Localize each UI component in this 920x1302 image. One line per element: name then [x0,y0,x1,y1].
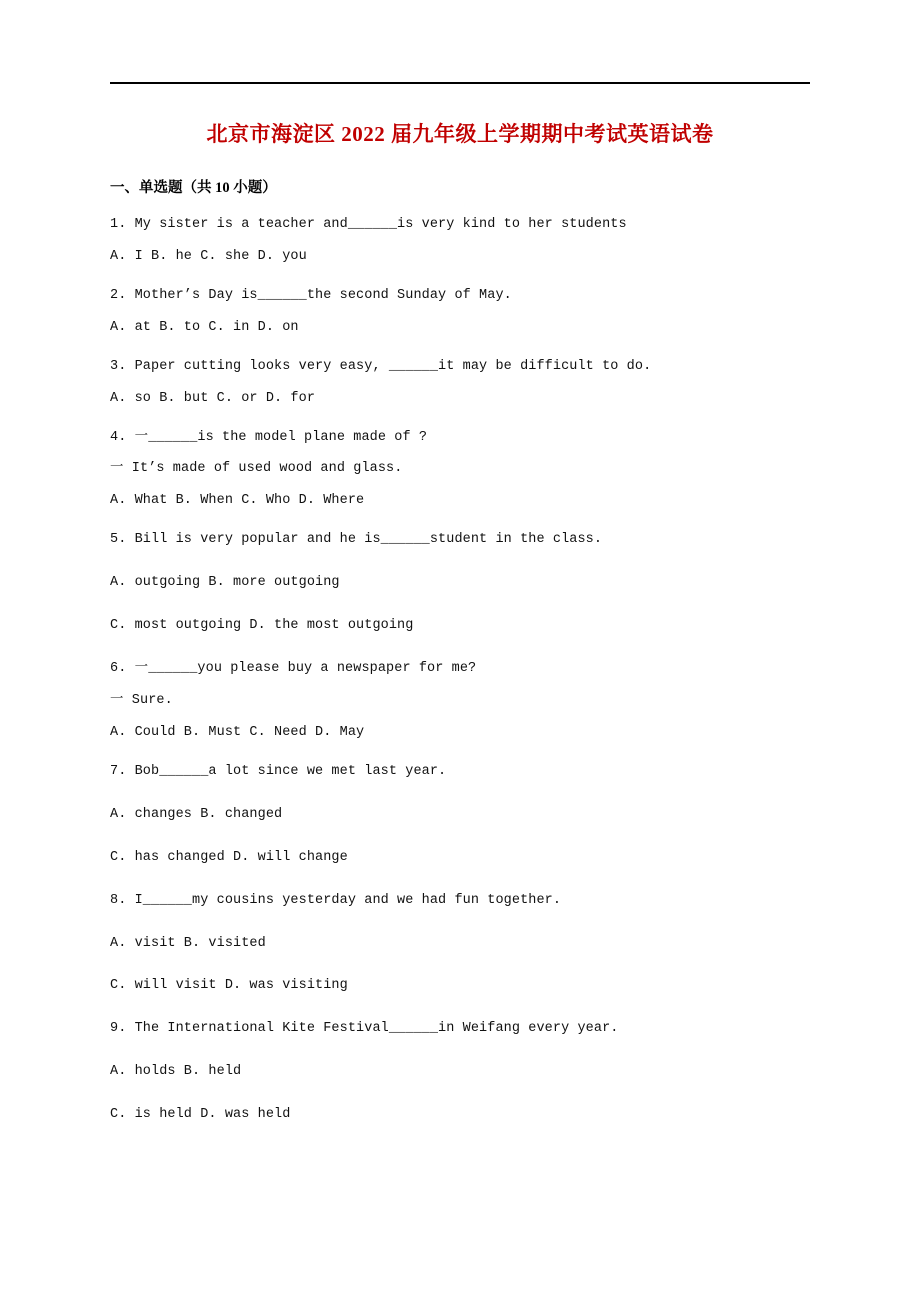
question-options: A. Could B. Must C. Need D. May [110,724,365,740]
question-stem: 2. Mother’s Day is______the second Sunday of May. [110,287,512,303]
question-6 [110,659,810,744]
question-options-cd: C. is held D. was held [110,1107,291,1123]
question-options-ab: A. outgoing B. more outgoing [110,575,340,591]
question-options: A. I B. he C. she D. you [110,248,307,264]
question-stem: 6. 一______you please buy a newspaper for me? [110,661,477,677]
question-stem: 8. I______my cousins yesterday and we had fun together. [110,892,562,908]
question-8 [110,891,810,998]
question-stem: 5. Bill is very popular and he is______student in the class. [110,532,603,548]
question-stem: 9. The International Kite Festival______in Weifang every year. [110,1021,619,1037]
question-7 [110,762,810,869]
question-options-ab: A. changes B. changed [110,806,283,822]
question-4 [110,428,810,513]
question-options-cd: C. will visit D. was visiting [110,978,348,994]
question-options-ab: A. holds B. held [110,1064,242,1080]
question-answer-line: 一 It’s made of used wood and glass. [110,461,403,477]
question-5 [110,530,810,637]
page-title: 北京市海淀区 2022 届九年级上学期期中考试英语试卷 [206,122,714,146]
question-stem: 7. Bob______a lot since we met last year. [110,763,447,779]
question-options-ab: A. visit B. visited [110,935,266,951]
question-stem: 4. 一______is the model plane made of ? [110,429,428,445]
question-options: A. at B. to C. in D. on [110,319,299,335]
question-stem: 1. My sister is a teacher and______is very kind to her students [110,217,627,232]
question-stem: 3. Paper cutting looks very easy, ______it may be difficult to do. [110,358,652,374]
section-heading: 一、单选题（共 10 小题） [110,180,277,196]
question-answer-line: 一 Sure. [110,692,173,708]
question-options: A. so B. but C. or D. for [110,390,316,406]
question-options: A. What B. When C. Who D. Where [110,493,365,509]
question-3 [110,357,810,410]
question-options-cd: C. has changed D. will change [110,849,348,865]
question-options-cd: C. most outgoing D. the most outgoing [110,618,414,634]
header-divider [110,82,810,84]
question-2 [110,286,810,339]
question-9 [110,1019,810,1126]
question-1 [110,215,810,268]
